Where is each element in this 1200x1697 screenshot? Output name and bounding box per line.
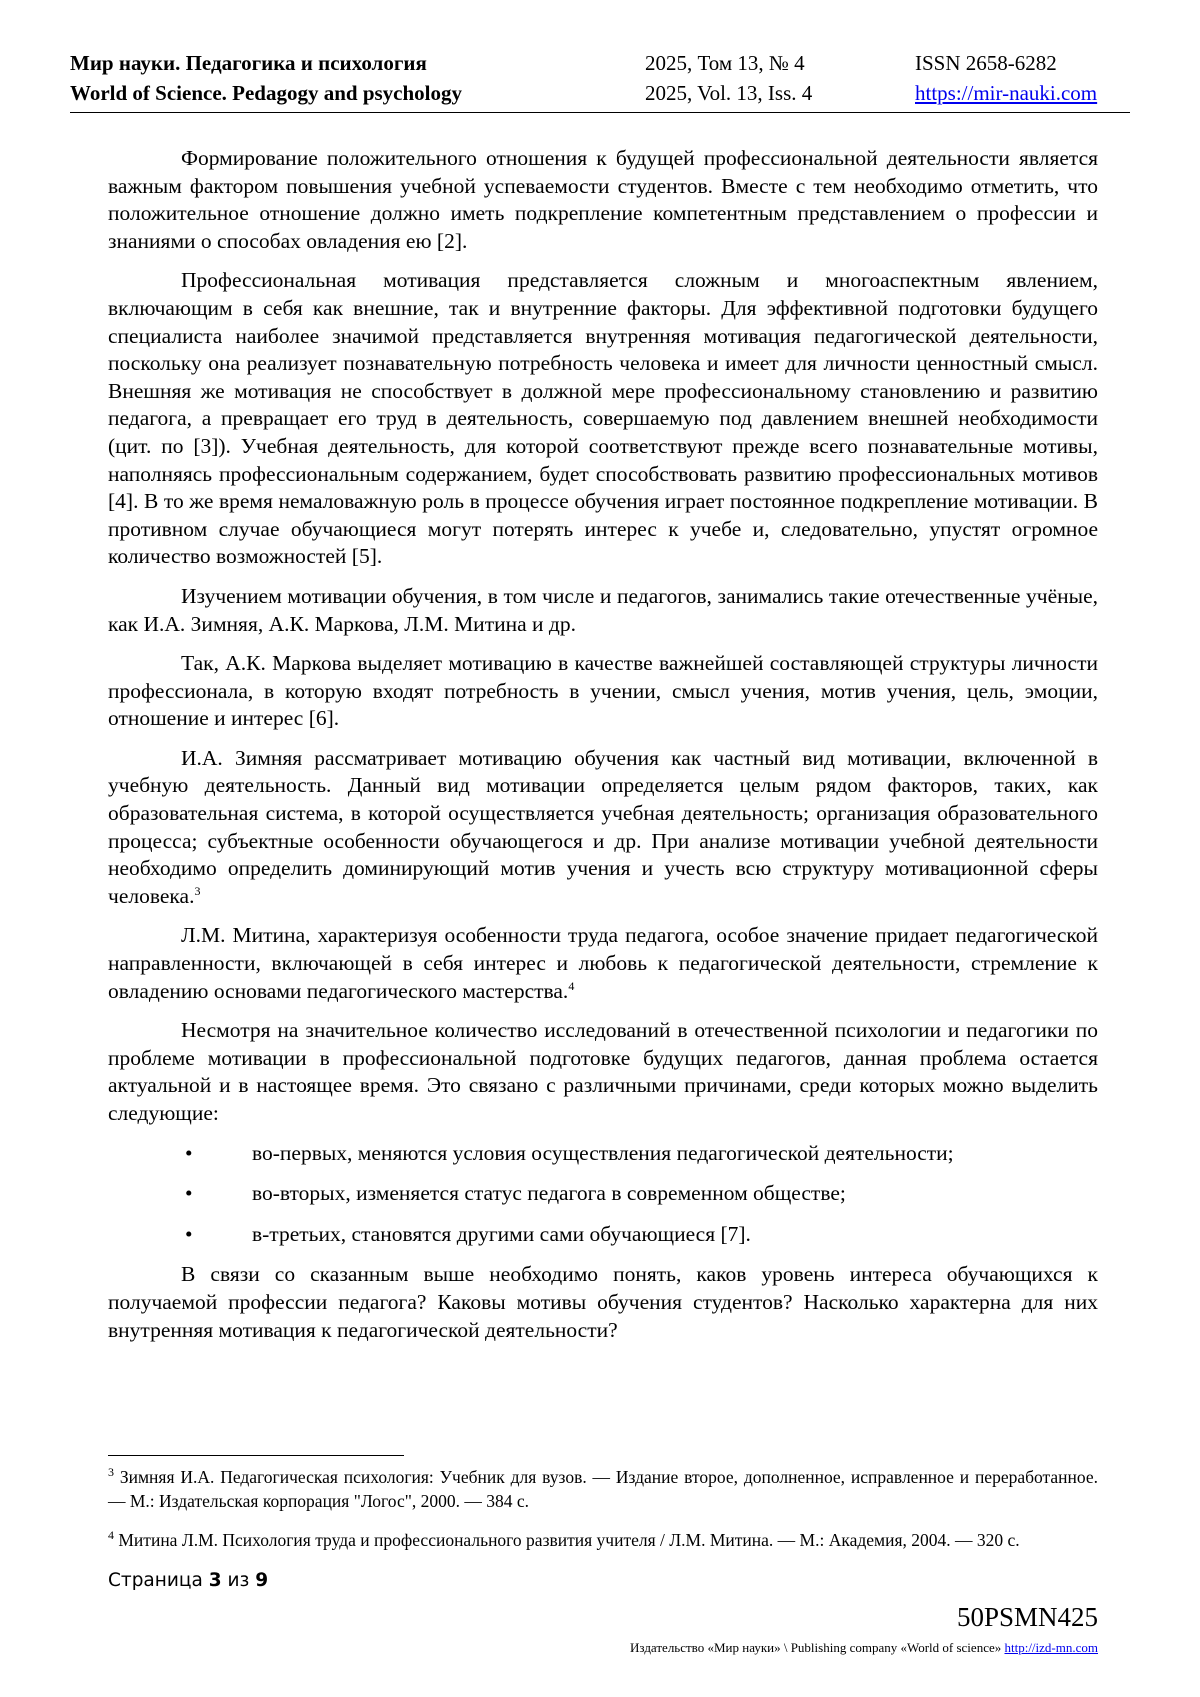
paragraph-2: Профессиональная мотивация представляется сложным и многоаспектным явлением, включающим в себя как внешние, так и внутренние факторы. Для эффективной подготовки будущего специалиста наиболее значимой представляется внутренняя мотивация педагогической деятельности, поскольку она реализует познавательную потребность человека и имеет для личности ценностный смысл. Внешняя же мотивация не способствует в должной мере профессиональному становлению и развитию педагога, а превращает его труд в деятельность, совершаемую под давлением внешней необходимости (цит. по [3]). Учебная деятельность, для которой соответствуют прежде всего познавательные мотивы, наполняясь профессиональным содержанием, будет способствовать развитию профессиональных мотивов [4]. В то же время немаловажную роль в процессе обучения играет постоянное подкрепление мотивации. В противном случае обучающиеся могут потерять интерес к учебе и, следовательно, упустят огромное количество возможностей [5]. xyxy=(108,268,1098,569)
footnote-divider xyxy=(108,1455,404,1456)
list-item xyxy=(108,1221,1098,1249)
publisher-text: Издательство «Мир науки» \ Publishing company «World of science» xyxy=(630,1640,1002,1655)
article-code: 50PSMN425 xyxy=(956,1602,1098,1632)
reasons-list xyxy=(108,1140,1098,1249)
journal-header xyxy=(70,50,1130,112)
journal-title-ru: Мир науки. Педагогика и психология xyxy=(70,51,427,75)
footnote-4 xyxy=(108,1528,1098,1552)
publisher-line xyxy=(630,1640,1098,1656)
paragraph-4: Так, А.К. Маркова выделяет мотивацию в качестве важнейшей составляющей структуры личности профессионала, в которую входят потребность в учении, смысл учения, мотив учения, цель, эмоции, отношение и интерес [6]. xyxy=(108,651,1098,731)
journal-website-link[interactable]: https://mir-nauki.com xyxy=(915,81,1098,105)
issn: ISSN 2658-6282 xyxy=(915,51,1057,75)
publisher-link[interactable]: http://izd-mn.com xyxy=(1004,1640,1098,1655)
page-current: 3 xyxy=(208,1570,222,1591)
bullet-icon: • xyxy=(185,1221,193,1246)
list-item xyxy=(108,1180,1098,1208)
article-body xyxy=(108,145,1098,1356)
page-of: из xyxy=(227,1570,250,1591)
footnote-text: Митина Л.М. Психология труда и профессионального развития учителя / Л.М. Митина. — М.: Академия, 2004. — 320 с. xyxy=(118,1530,1020,1550)
footnote-number: 4 xyxy=(108,1528,114,1543)
list-item xyxy=(108,1140,1098,1168)
paragraph-5-text: И.А. Зимняя рассматривает мотивацию обучения как частный вид мотивации, включенной в учебную деятельность. Данный вид мотивации определяется целым рядом факторов, таких, как образовательная система, в которой осуществляется учебная деятельность; организация образовательного процесса; субъектные особенности обучающегося и др. При анализе мотивации учебной деятельности необходимо определить доминирующий мотив учения и учесть всю структуру мотивационной сферы человека. xyxy=(108,745,1098,908)
page-number xyxy=(108,1570,268,1591)
paragraph-6-text: Л.М. Митина, характеризуя особенности труда педагога, особое значение придает педагогической направленности, включающей в себя интерес и любовь к педагогической деятельности, стремление к овладению основами педагогического мастерства. xyxy=(108,923,1098,1003)
page-total: 9 xyxy=(255,1570,269,1591)
bullet-icon: • xyxy=(185,1140,193,1165)
footnote-number: 3 xyxy=(108,1465,114,1480)
paragraph-6 xyxy=(108,922,1098,1005)
issue-info-ru: 2025, Том 13, № 4 xyxy=(645,51,805,75)
paragraph-5 xyxy=(108,745,1098,911)
paragraph-8: В связи со сказанным выше необходимо понять, каков уровень интереса обучающихся к получаемой профессии педагога? Каковы мотивы обучения студентов? Насколько характерна для них внутренняя мотивация к педагогической деятельности? xyxy=(108,1262,1098,1342)
footnote-ref-4[interactable]: 4 xyxy=(568,978,575,993)
list-item-text: в-третьих, становятся другими сами обучающиеся [7]. xyxy=(252,1221,751,1246)
paragraph-1: Формирование положительного отношения к будущей профессиональной деятельности является важным фактором повышения учебной успеваемости студентов. Вместе с тем необходимо отметить, что положительное отношение должно иметь подкрепление компетентным представлением о профессии и знаниями о способах овладения ею [2]. xyxy=(108,146,1098,253)
footnote-text: Зимняя И.А. Педагогическая психология: Учебник для вузов. — Издание второе, дополненное, исправленное и переработанное. — М.: Издательская корпорация "Логос", 2000. — 384 с. xyxy=(108,1467,1098,1511)
journal-title-en: World of Science. Pedagogy and psychology xyxy=(70,81,463,105)
list-item-text: во-вторых, изменяется статус педагога в современном обществе; xyxy=(252,1181,846,1206)
header-divider xyxy=(70,112,1130,113)
footnote-ref-3[interactable]: 3 xyxy=(194,883,201,898)
page-label: Страница xyxy=(108,1570,203,1591)
footnote-3 xyxy=(108,1465,1098,1513)
issue-info-en: 2025, Vol. 13, Iss. 4 xyxy=(645,81,813,105)
paragraph-3: Изучением мотивации обучения, в том числе и педагогов, занимались такие отечественные учёные, как И.А. Зимняя, А.К. Маркова, Л.М. Митина и др. xyxy=(108,583,1098,636)
list-item-text: во-первых, меняются условия осуществления педагогической деятельности; xyxy=(252,1140,954,1165)
bullet-icon: • xyxy=(185,1181,193,1206)
paragraph-7: Несмотря на значительное количество исследований в отечественной психологии и педагогики по проблеме мотивации в профессиональной подготовке будущих педагогов, данная проблема остается актуальной и в настоящее время. Это связано с различными причинами, среди которых можно выделить следующие: xyxy=(108,1018,1098,1125)
